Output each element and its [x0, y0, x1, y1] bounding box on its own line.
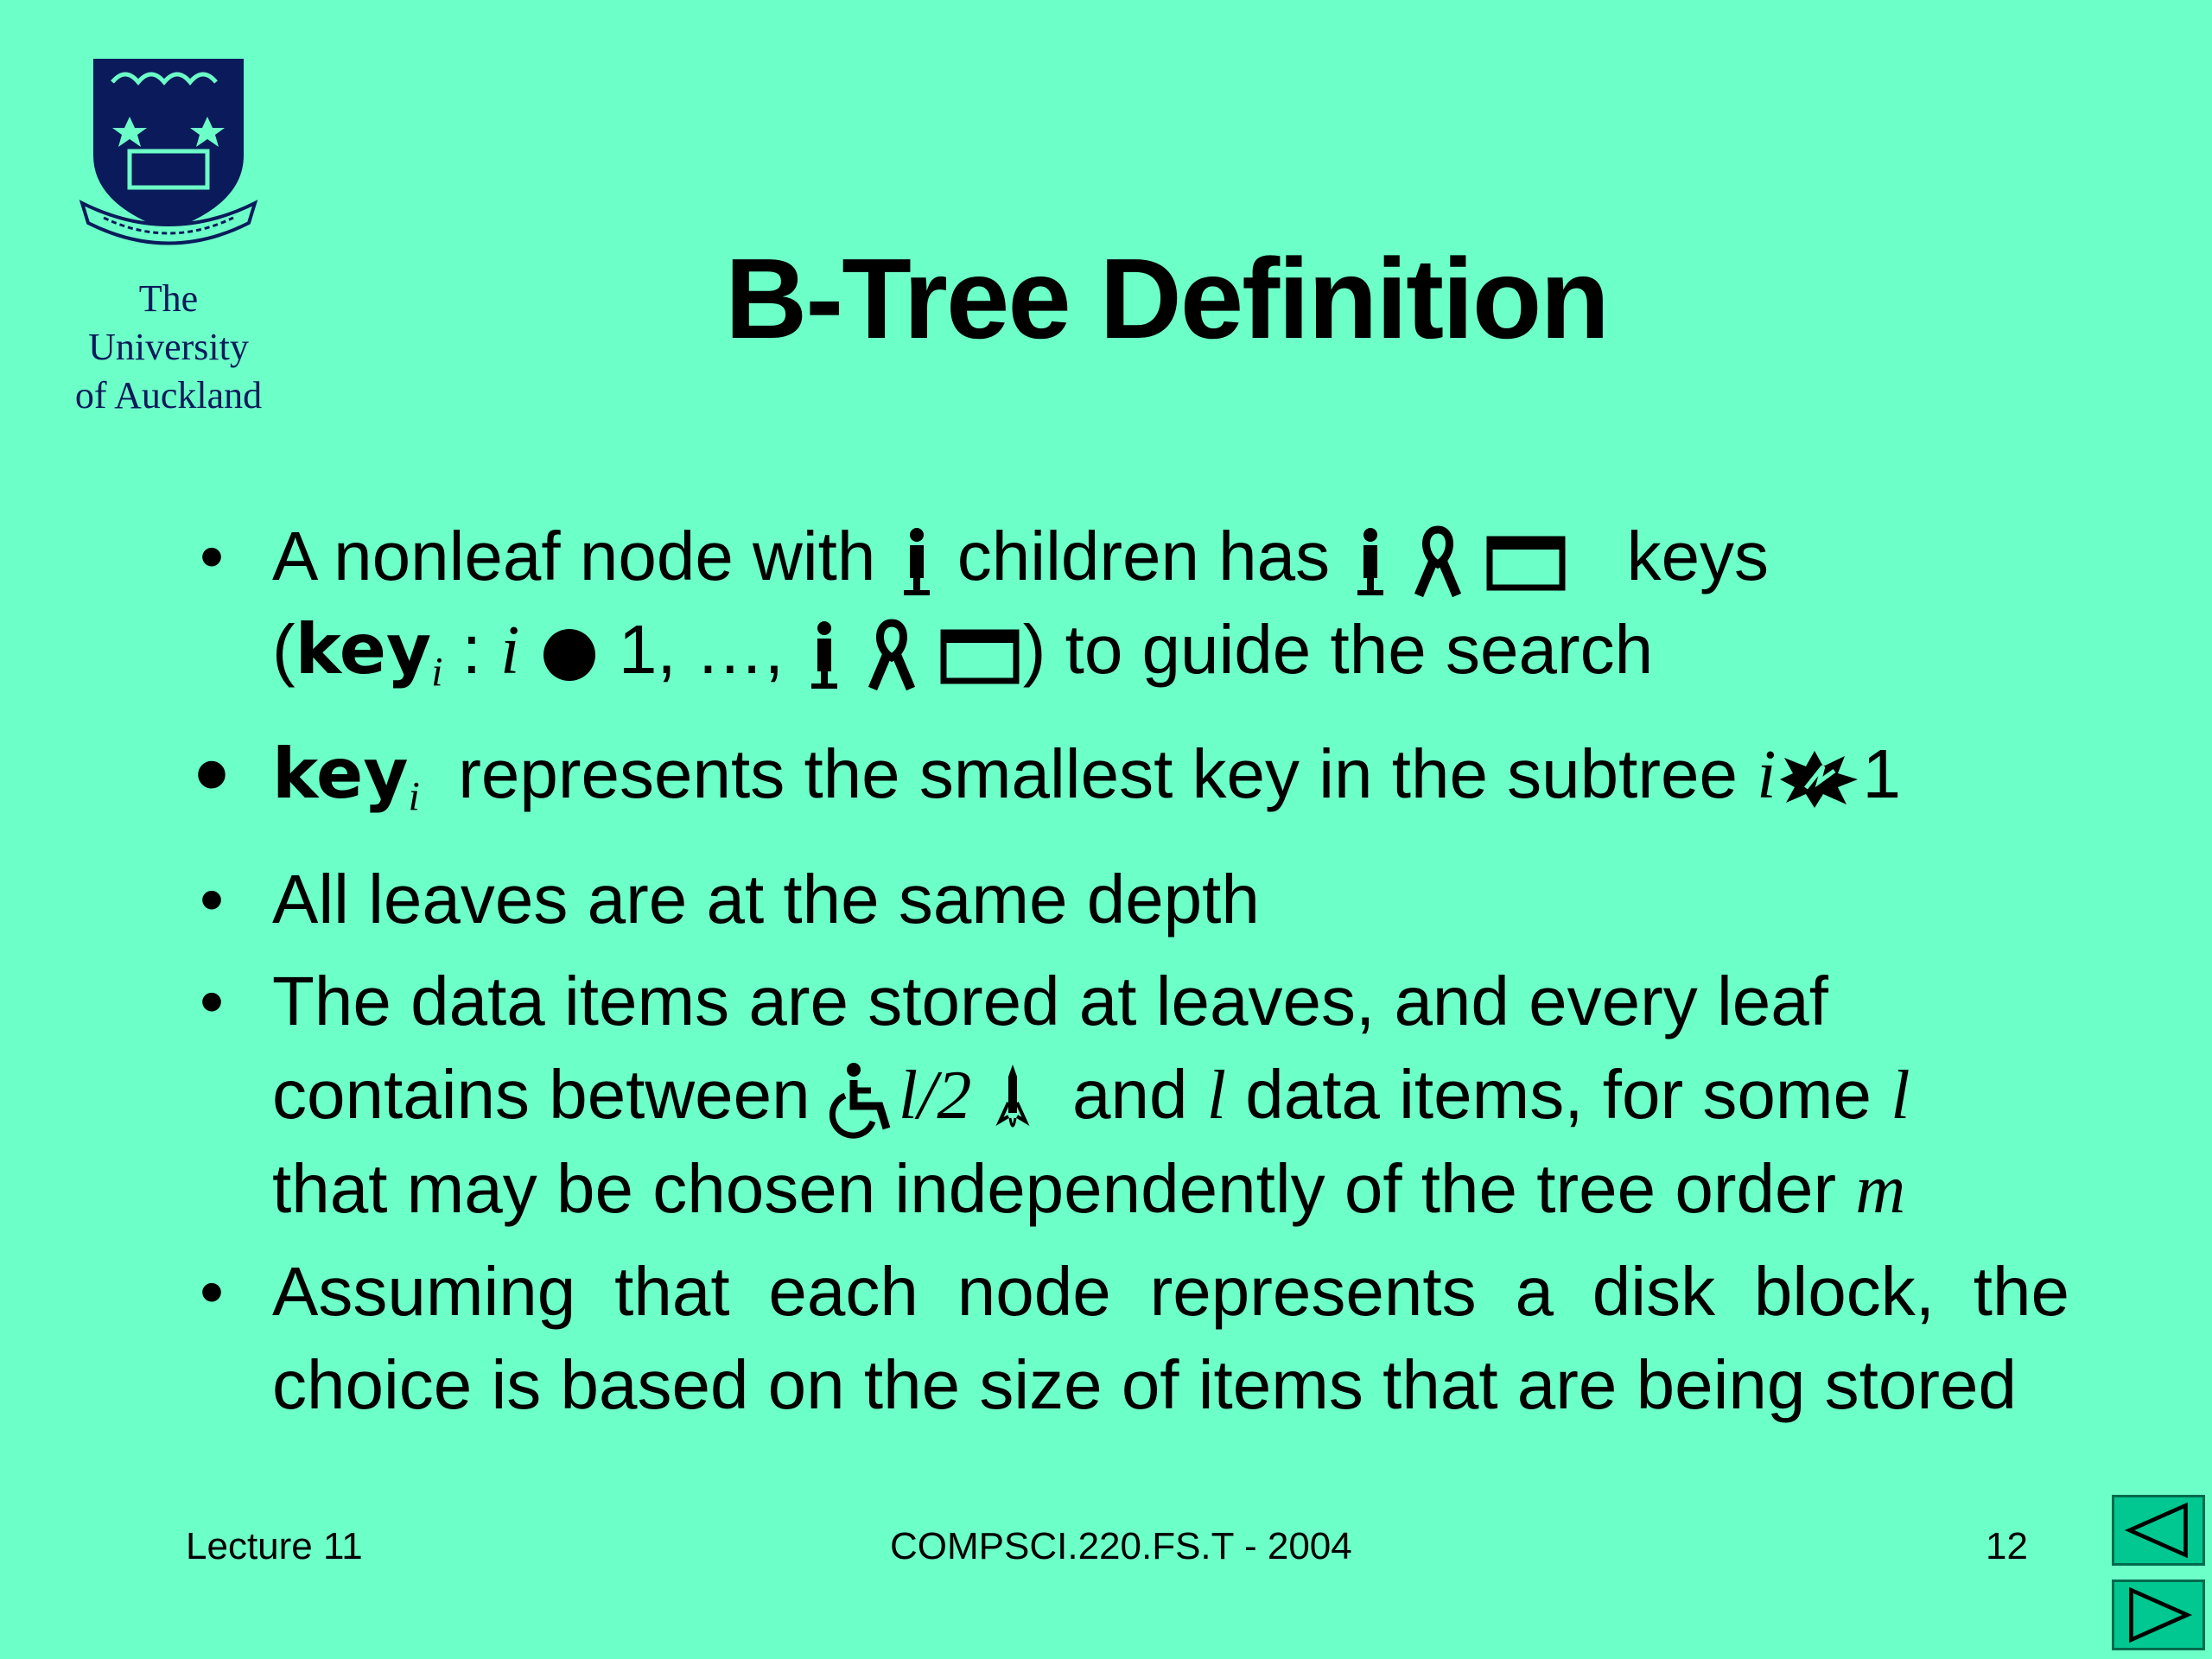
text-span: children has — [957, 518, 1331, 594]
text-span: ( — [272, 611, 296, 688]
italic-l-half: l/2 — [898, 1057, 972, 1134]
logo-line-1: The — [138, 277, 199, 320]
wingding-burst-icon — [1776, 749, 1862, 810]
bullet-dot: • — [199, 962, 224, 1039]
logo-line-3: of Auckland — [74, 374, 263, 416]
wingding-ribbon-icon — [866, 616, 918, 694]
italic-i: i — [1757, 737, 1777, 814]
text-span: : — [461, 611, 481, 688]
wingding-wheelchair-icon — [830, 1061, 899, 1139]
wingding-ribbon-icon — [1412, 523, 1464, 601]
bullet-2 — [186, 721, 2069, 843]
footer-course: COMPSCI.220.FS.T - 2004 — [890, 1525, 1352, 1567]
bullet-dot: • — [199, 518, 224, 594]
italic-i: i — [500, 613, 520, 689]
logo-line-2: University — [88, 326, 249, 368]
bullet-3 — [186, 853, 2069, 946]
italic-l: l — [1891, 1057, 1910, 1134]
footer-lecture: Lecture 11 — [186, 1525, 363, 1567]
bullet-dot: • — [194, 721, 229, 828]
key-term: key — [272, 734, 409, 815]
wingding-person-icon — [803, 616, 846, 694]
subscript-i: i — [408, 773, 420, 820]
text-span: represents the smallest key in the subtree — [458, 735, 1738, 813]
bullet-list — [186, 510, 2069, 1432]
text-span: contains between — [272, 1055, 810, 1133]
slide-title: B-Tree Definition — [724, 235, 1609, 362]
wingding-box-icon — [1483, 527, 1569, 596]
subscript-i: i — [431, 649, 443, 696]
bullet-dot: • — [199, 860, 224, 938]
text-span: 1 — [1862, 735, 1901, 813]
text-span: choice is based on the size of items that are being stored — [272, 1345, 2017, 1423]
university-crest-icon — [78, 52, 259, 259]
next-arrow-icon — [2114, 1582, 2202, 1648]
wingding-box-icon — [937, 620, 1023, 690]
text-span: The data items are stored at leaves, and every leaf — [272, 962, 1828, 1039]
footer-page-number: 12 — [1986, 1525, 2028, 1567]
text-span: keys — [1626, 518, 1770, 594]
text-span: Assuming that each node represents a disk block, the — [272, 1252, 2069, 1330]
text-span: A nonleaf node with — [272, 518, 876, 594]
bullet-5 — [186, 1245, 2069, 1432]
text-span: 1, …, — [618, 611, 785, 688]
next-slide-button[interactable] — [2112, 1580, 2205, 1650]
wingding-person-icon — [895, 523, 938, 601]
bullet-4 — [186, 955, 2069, 1236]
key-term: key — [295, 609, 432, 690]
university-logo — [52, 52, 285, 420]
italic-m: m — [1855, 1151, 1906, 1228]
prev-slide-button[interactable] — [2112, 1495, 2205, 1566]
prev-arrow-icon — [2114, 1497, 2202, 1563]
wingding-rocket-icon — [991, 1061, 1034, 1139]
text-span: that may be chosen independently of the tree order — [272, 1149, 1837, 1227]
wingding-person-icon — [1349, 523, 1392, 601]
text-span: ) to guide the search — [1022, 611, 1654, 688]
bullet-1 — [186, 510, 2069, 719]
italic-l: l — [1206, 1057, 1226, 1134]
bullet-dot: • — [199, 1252, 224, 1330]
text-span: All leaves are at the same depth — [272, 860, 1260, 938]
text-span: and — [1072, 1055, 1188, 1133]
wingding-circle-icon — [539, 625, 600, 685]
text-span: data items, for some — [1245, 1055, 1872, 1133]
